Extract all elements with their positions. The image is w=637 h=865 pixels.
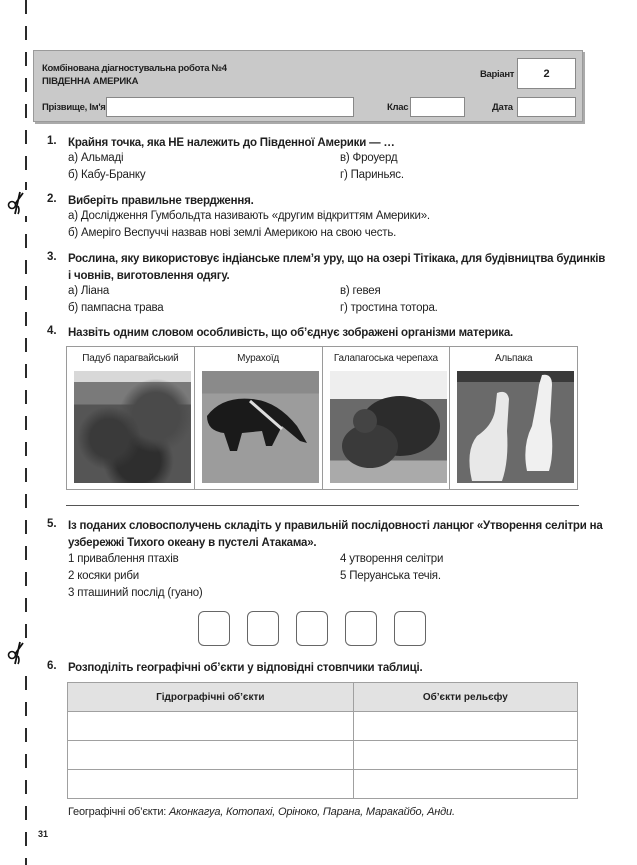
option[interactable]: б) Амеріго Веспуччі назвав нові землі Америкою на свою честь.: [68, 227, 397, 239]
table-cell[interactable]: [353, 712, 577, 741]
question-number: 3.: [47, 251, 57, 263]
answer-box-5[interactable]: [394, 611, 426, 646]
variant-label: Варіант: [480, 69, 515, 80]
question-text-line2: і човнів, виготовлення одягу.: [68, 270, 230, 282]
objects-label: Географічні об’єкти:: [68, 806, 170, 818]
answer-box-2[interactable]: [247, 611, 279, 646]
question-text: Виберіть правильне твердження.: [68, 195, 254, 207]
cut-line: [25, 0, 27, 865]
answer-line[interactable]: [66, 505, 579, 506]
variant-field[interactable]: 2: [517, 58, 576, 89]
answer-box-3[interactable]: [296, 611, 328, 646]
worksheet-header: [33, 50, 583, 122]
question-number: 2.: [47, 193, 57, 205]
anteater-photo-icon: [202, 371, 319, 483]
table-row: [68, 741, 578, 770]
image-caption: Галапагоська черепаха: [333, 353, 438, 364]
scissors-icon: [6, 640, 28, 666]
classification-table: [67, 682, 578, 799]
organisms-image-table: [66, 346, 578, 490]
image-cell: [323, 347, 451, 489]
scissors-icon: [6, 190, 28, 216]
image-caption: Падуб парагвайський: [82, 353, 179, 364]
page-number: 31: [38, 829, 49, 839]
option[interactable]: а) Ліана: [68, 285, 110, 297]
option[interactable]: а) Альмаді: [68, 152, 124, 164]
date-label: Дата: [492, 102, 513, 113]
chain-item: 2 косяки риби: [68, 570, 140, 582]
option[interactable]: б) Кабу-Бранку: [68, 169, 146, 181]
image-cell: [450, 347, 577, 489]
name-field[interactable]: [106, 97, 354, 117]
column-header-hydro: Гідрографічні об’єкти: [68, 683, 354, 712]
chain-item: 3 пташиний послід (гуано): [68, 587, 203, 599]
tortoise-photo-icon: [330, 371, 447, 483]
answer-box-4[interactable]: [345, 611, 377, 646]
question-text-line2: узбережжі Тихого океану в пустелі Атакама».: [68, 537, 317, 549]
table-cell[interactable]: [68, 712, 354, 741]
table-cell[interactable]: [353, 770, 577, 799]
question-number: 1.: [47, 135, 57, 147]
question-text: Назвіть одним словом особливість, що об’єднує зображені організми материка.: [68, 327, 514, 339]
work-title: Комбінована діагностувальна робота №4: [42, 63, 227, 74]
holly-shrub-photo-icon: [74, 371, 191, 483]
name-label: Прізвище, Ім'я: [42, 102, 106, 113]
class-field[interactable]: [410, 97, 465, 117]
question-text: Розподіліть географічні об’єкти у відповідні стовпчики таблиці.: [68, 662, 423, 674]
table-row: [68, 770, 578, 799]
image-cell: [195, 347, 323, 489]
option[interactable]: г) тростина тотора.: [340, 302, 438, 314]
class-label: Клас: [387, 102, 409, 113]
column-header-relief: Об’єкти рельєфу: [353, 683, 577, 712]
table-cell[interactable]: [68, 741, 354, 770]
table-cell[interactable]: [68, 770, 354, 799]
chain-item: 4 утворення селітри: [340, 553, 444, 565]
objects-list: Аконкагуа, Котопахі, Оріноко, Парана, Маракайбо, Анди.: [169, 806, 455, 818]
date-field[interactable]: [517, 97, 576, 117]
option[interactable]: г) Париньяс.: [340, 169, 404, 181]
question-number: 4.: [47, 325, 57, 337]
chain-item: 1 приваблення птахів: [68, 553, 179, 565]
option[interactable]: в) Фроуерд: [340, 152, 398, 164]
chain-item: 5 Перуанська течія.: [340, 570, 441, 582]
alpaca-photo-icon: [457, 371, 574, 483]
option[interactable]: в) гевея: [340, 285, 381, 297]
option[interactable]: б) пампасна трава: [68, 302, 164, 314]
answer-box-1[interactable]: [198, 611, 230, 646]
image-cell: [67, 347, 195, 489]
topic-title: ПІВДЕННА АМЕРИКА: [42, 76, 139, 87]
option[interactable]: а) Дослідження Гумбольдта називають «другим відкриттям Америки».: [68, 210, 430, 222]
question-number: 5.: [47, 518, 57, 530]
image-caption: Альпака: [494, 353, 533, 364]
question-text-line1: Із поданих словосполучень складіть у правильній послідовності ланцюг «Утворення селітри на: [68, 520, 603, 532]
geographic-objects-note: [68, 806, 455, 818]
table-row: [68, 712, 578, 741]
table-cell[interactable]: [353, 741, 577, 770]
image-caption: Мурахоїд: [237, 353, 280, 364]
question-text: Крайня точка, яка НЕ належить до Південної Америки — …: [68, 137, 395, 149]
question-number: 6.: [47, 660, 57, 672]
question-text-line1: Рослина, яку використовує індіанське плем’я уру, що на озері Тітікака, для будівництва будинків: [68, 253, 606, 265]
